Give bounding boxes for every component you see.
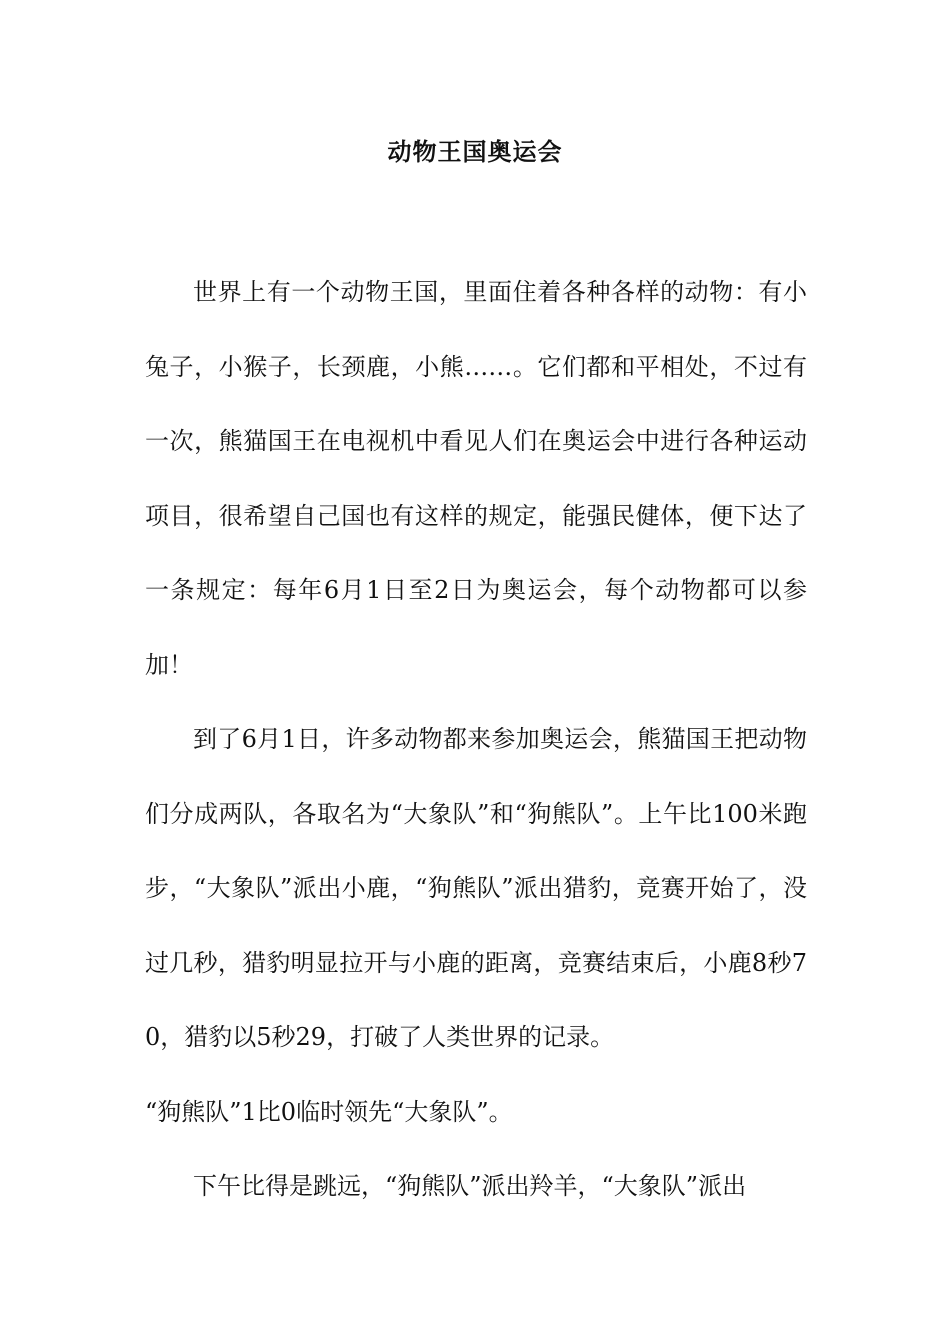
paragraph-1: 世界上有一个动物王国，里面住着各种各样的动物：有小兔子，小猴子，长颈鹿，小熊……。它们都和平相处，不过有一次，熊猫国王在电视机中看见人们在奥运会中进行各种运动项目，很希望自己国也有这样的规定，能强民健体，便下达了一条规定：每年6月1日至2日为奥运会，每个动物都可以参加！ bbox=[145, 278, 807, 679]
paragraph-2: 到了6月1日，许多动物都来参加奥运会，熊猫国王把动物们分成两队，各取名为“大象队”和“狗熊队”。上午比100米跑步，“大象队”派出小鹿，“狗熊队”派出猎豹，竞赛开始了，没过几秒，猎豹明显拉开与小鹿的距离，竞赛结束后，小鹿8秒70，猎豹以5秒29，打破了人类世界的记录。 bbox=[145, 725, 807, 1051]
paragraph-4: 下午比得是跳远，“狗熊队”派出羚羊，“大象队”派出 bbox=[193, 1172, 747, 1200]
document-body bbox=[145, 255, 807, 1224]
document-title: 动物王国奥运会 bbox=[387, 138, 563, 166]
paragraph-3: “狗熊队”1比0临时领先“大象队”。 bbox=[145, 1097, 513, 1126]
